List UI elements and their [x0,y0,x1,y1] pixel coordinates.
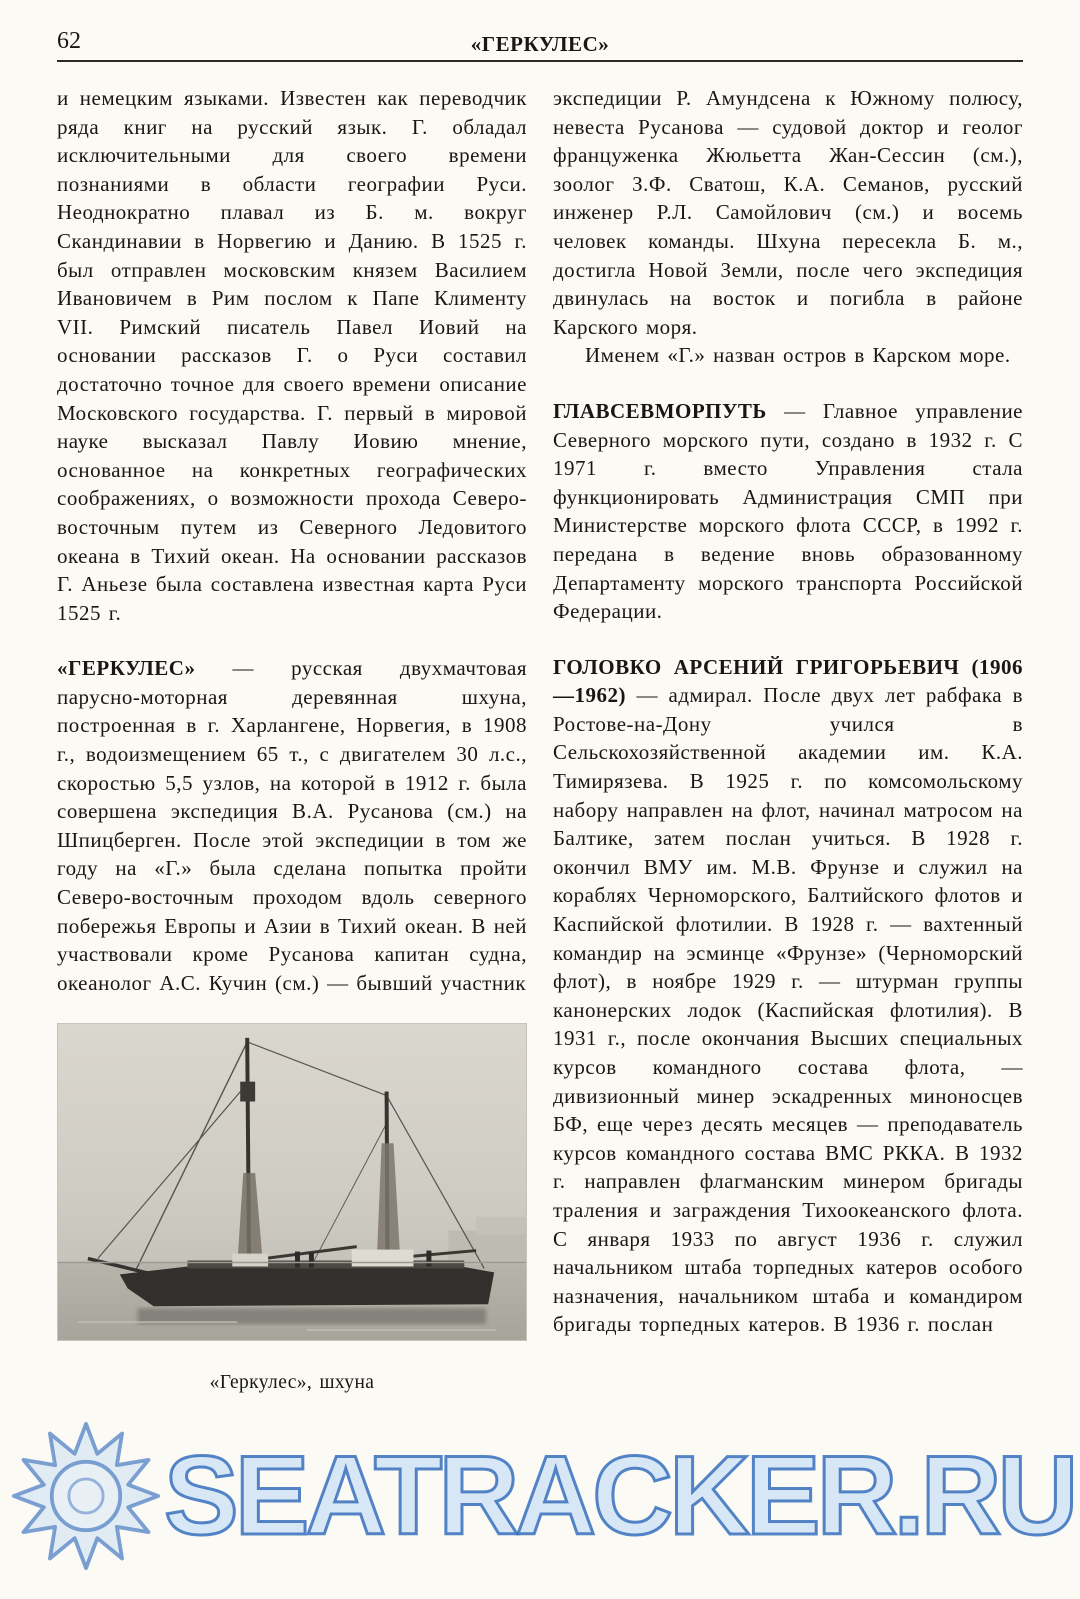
page-header [57,26,1023,62]
page-number: 62 [57,28,81,54]
schooner-photo-illustration [58,1024,526,1340]
ship-photo-figure [57,1023,527,1398]
paragraph-continuation [57,84,527,627]
paragraph-text: Именем «Г.» назван остров в Карском море. [585,343,1011,368]
ship-photo [57,1023,527,1341]
entry-headword: «ГЕРКУЛЕС» [57,656,196,681]
watermark [10,1412,1076,1580]
paragraph-text: и немецким языками. Известен как переводчик ряда книг на русский язык. Г. обладал исключительными для своего времени познаниями в области географии Руси. Неоднократно плавал из Б. м. вокруг Скандинавии в Норвегию и Данию. В 1525 г. был отправлен московским князем Василием Ивановичем в Рим послом к Папе Клименту VII. Римский писатель Павел Иовий на основании рассказов Г. о Руси составил достаточно точное для своего времени описание Московского государства. Г. первый в мировой науке высказал Павлу Иовию мнение, основанное на конкретных географических соображениях, о возможности прохода Северо-восточным путем из Северного Ледовитого океана в Тихий океан. На основании рассказов Г. Аньезе была составлена известная карта Руси 1525 г. [57,86,527,625]
paragraph-island [553,341,1023,370]
running-head-title: «ГЕРКУЛЕС» [470,32,610,56]
entry-gerkules [57,654,527,997]
paragraph-text: — Главное управление Северного морского пути, создано в 1932 г. С 1971 г. вместо Управления стала функционировать Администрация СМП при Министерстве морского флота СССР, в 1992 г. передана в ведение вновь образованному Департаменту морского транспорта Российской Федерации. [553,398,1023,624]
paragraph-text: — русская двухмачтовая парусно-моторная деревянная шхуна, построенная в г. Харлангене, Норвегия, в 1908 г., водоизмещением 65 т., с двигателем 30 л.с., скоростью 5,5 узлов, на которой в 1912 г. была совершена экспедиция В.А. Русанова (см.) на Шпицберген. После этой экспедиции в том же году на «Г.» была сделана попытка пройти Северо-восточным проходом вдоль северного побережья Европы и Азии в Тихий океан. В ней участвовали кроме Русанова капитан судна, океанолог А.С. Кучин (см.) — бывший участник [57,656,527,995]
entry-glavsevmorput [553,397,1023,626]
right-column [553,84,1023,1398]
entry-headword: ГОЛОВКО АРСЕНИЙ ГРИГОРЬЕВИЧ (1906—1962) [553,654,1023,708]
entry-headword: ГЛАВСЕВМОРПУТЬ [553,398,767,423]
paragraph-text: экспедиции Р. Амундсена к Южному полюсу, невеста Русанова — судовой доктор и геолог француженка Жюльетта Жан-Сессин (см.), зоолог З.Ф. Сватош, К.А. Семанов, русский инженер Р.Л. Самойлович (см.) и восемь человек команды. Шхуна пересекла Б. м., достигла Новой Земли, после чего экспедиция двинулась на восток и погибла в районе Карского моря. [553,86,1023,339]
page-content [57,84,1023,1398]
photo-caption: «Геркулес», шхуна [209,1372,375,1394]
paragraph-text: — адмирал. После двух лет рабфака в Ростове-на-Дону учился в Сельскохозяйственной академии им. К.А. Тимирязева. В 1925 г. по комсомольскому набору направлен на флот, начинал матросом на Балтике, затем послан учиться. В 1928 г. окончил ВМУ им. М.В. Фрунзе и служил на кораблях Черноморского, Балтийского флотов и Каспийской флотилии. В 1928 г. — вахтенный командир на эсминце «Фрунзе» (Черноморский флот), в ноябре 1929 г. — штурман группы канонерских лодок (Каспийская флотилия). В 1931 г., после окончания Высших специальных курсов командного состава флота, — дивизионный минер эскадренных миноносцев БФ, еще через десять месяцев — преподаватель курсов командного состава ВМС РККА. В 1932 г. направлен флагманским минером бригады траления и заграждения Тихоокеанского флота. С января 1933 по август 1936 г. служил начальником штаба торпедных катеров особого назначения, начальником штаба и командиром бригады торпедных катеров. В 1936 г. послан [553,683,1023,1337]
watermark-text: SEATRACKER.RU [164,1433,1075,1558]
left-column [57,84,527,1398]
entry-golovko [553,653,1023,1339]
seatracker-sun-logo-icon [10,1416,162,1576]
paragraph-continuation [553,84,1023,341]
